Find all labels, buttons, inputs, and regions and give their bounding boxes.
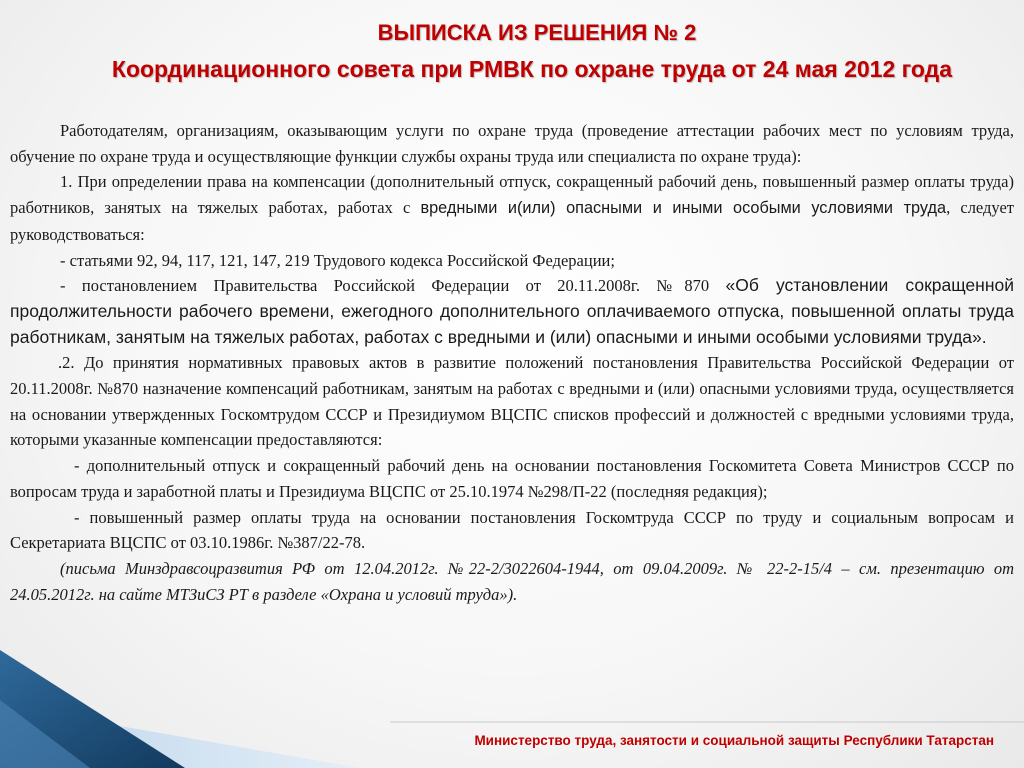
item-1-list-2 — [10, 273, 1014, 350]
footer-ministry: Министерство труда, занятости и социальной защиты Республики Татарстан — [474, 733, 994, 748]
item-1-emphasis: вредными и(или) опасными и иными особыми условиями труда — [420, 199, 947, 218]
item-1-list-2-text: - постановлением Правительства Российской Федерации от 20.11.2008г. №870 — [60, 276, 726, 296]
note-paragraph: (письма Минздравсоцразвития РФ от 12.04.2012г. №22-2/3022604-1944, от 09.04.2009г. № 22-2-15/4 – см. презентацию от 24.05.2012г. на сайте МТЗиСЗ РТ в разделе «Охрана и условий труда»). — [10, 558, 1014, 604]
item-1-text: 1. При определении права на компенсации (дополнительный отпуск, сокращенный рабочий день, повышенный размер оплаты труда) работников, занятых на тяжелых работах, работах с — [10, 172, 1014, 218]
item-2-list-2: - повышенный размер оплаты труда на основании постановления Госкомтруда СССР по труду и социальным вопросам и Секретариата ВЦСПС от 03.10.1986г. №387/22-78. — [10, 507, 1014, 553]
title-line-1: ВЫПИСКА ИЗ РЕШЕНИЯ № 2 — [377, 20, 697, 45]
item-2-list-1: - дополнительный отпуск и сокращенный рабочий день на основании постановления Госкомитета Совета Министров СССР по вопросам труда и заработной платы и Президиума ВЦСПС от 25.10.1974 №298/П-22 (последняя редакция); — [10, 456, 1014, 501]
document-body — [10, 118, 1014, 607]
item-1-paragraph — [10, 169, 1014, 247]
title-line-2: Координационного совета при РМВК по охране труда от 24 мая 2012 года — [111, 56, 953, 82]
intro-paragraph — [10, 118, 1014, 169]
item-1-list-1: - статьями 92, 94, 117, 121, 147, 219 Трудового кодекса Российской Федерации; — [60, 250, 615, 270]
item-1-tail: , следует руководствоваться: — [10, 198, 1014, 244]
intro-text: Работодателям, организациям, оказывающим услуги по охране труда (проведение аттестации рабочих мест по условиям труда, обучение по охране труда и осуществляющие функции службы охраны труда или специалиста по охране труда): — [10, 121, 1014, 166]
item-1-list-2-quote: «Об установлении сокращенной продолжительности рабочего времени, ежегодного дополнительного оплачиваемого отпуска, повышенной оплаты труда работникам, занятым на тяжелых работах, работах с вредными и (или) опасными и иными особыми условиями труда». — [10, 275, 1014, 347]
item-2-paragraph: .2. До принятия нормативных правовых актов в развитие положений постановления Правительства Российской Федерации от 20.11.2008г. №870 назначение компенсаций работникам, занятым на работах с вредными и (или) опасными условиями труда, осуществляется на основании утвержденных Госкомтрудом СССР и Президиумом ВЦСПС списков профессий и должностей с вредными условиями труда, которыми указанные компенсации предоставляются: — [10, 353, 1014, 450]
